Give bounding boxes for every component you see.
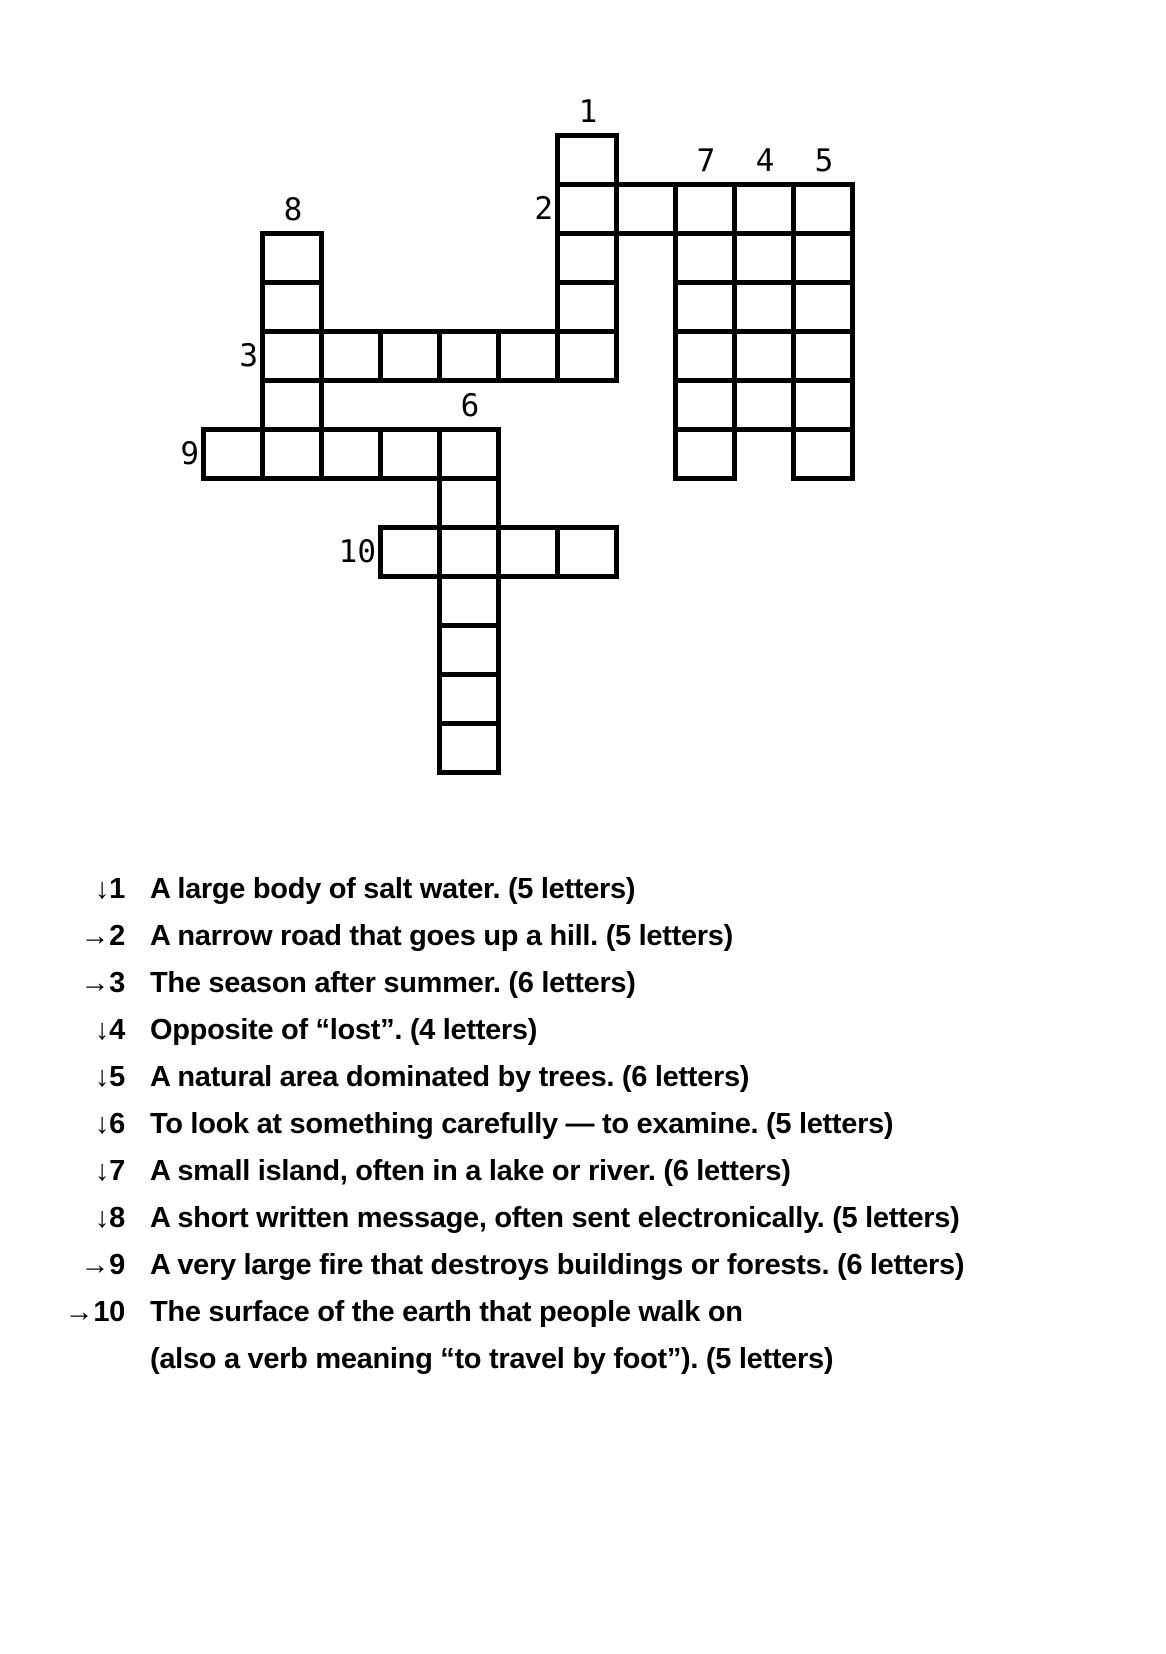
clue-direction-number: ↓5 — [94, 1061, 125, 1093]
grid-cell[interactable] — [614, 182, 678, 236]
grid-cell[interactable] — [791, 231, 855, 285]
grid-cell[interactable] — [555, 280, 619, 334]
clue-direction-number: ↓1 — [94, 873, 125, 905]
grid-cell[interactable] — [201, 427, 265, 481]
grid-cell[interactable] — [437, 427, 501, 481]
grid-cell[interactable] — [260, 280, 324, 334]
clue-6-down — [0, 1101, 1166, 1148]
clue-number-label: 2 — [534, 191, 553, 227]
grid-cell[interactable] — [555, 231, 619, 285]
clue-number-label: 3 — [239, 338, 258, 374]
clue-9-across — [0, 1242, 1166, 1289]
clue-direction-number: →2 — [80, 920, 125, 952]
grid-cell[interactable] — [260, 427, 324, 481]
grid-cell[interactable] — [437, 329, 501, 383]
clue-text: A small island, often in a lake or river. (6 letters) — [150, 1155, 791, 1187]
clue-number-label: 7 — [696, 143, 716, 179]
clue-number-label: 9 — [180, 436, 199, 472]
grid-cell[interactable] — [791, 329, 855, 383]
clue-text: A very large fire that destroys buildings or forests. (6 letters) — [150, 1249, 965, 1281]
clue-2-across — [0, 913, 1166, 960]
grid-cell[interactable] — [260, 378, 324, 432]
clue-number-label: 6 — [460, 388, 480, 424]
grid-cell[interactable] — [437, 574, 501, 628]
grid-cell[interactable] — [673, 427, 737, 481]
grid-cell[interactable] — [378, 427, 442, 481]
grid-cell[interactable] — [437, 525, 501, 579]
grid-cell[interactable] — [437, 672, 501, 726]
grid-cell[interactable] — [378, 329, 442, 383]
grid-cell[interactable] — [555, 133, 619, 187]
clue-direction-number: →3 — [80, 967, 125, 999]
grid-cell[interactable] — [319, 427, 383, 481]
grid-cell[interactable] — [791, 378, 855, 432]
clue-text: A short written message, often sent electronically. (5 letters) — [150, 1202, 960, 1234]
grid-cell[interactable] — [673, 378, 737, 432]
grid-cell[interactable] — [260, 329, 324, 383]
grid-cell[interactable] — [791, 182, 855, 236]
crossword-grid — [0, 0, 1166, 800]
clue-1-down — [0, 866, 1166, 913]
clue-text: The season after summer. (6 letters) — [150, 967, 636, 999]
clue-number-label: 5 — [814, 143, 834, 179]
grid-cell[interactable] — [437, 623, 501, 677]
clue-direction-number: →9 — [80, 1249, 125, 1281]
clue-direction-number: ↓8 — [94, 1202, 125, 1234]
clue-text: The surface of the earth that people walk on — [150, 1296, 743, 1328]
clue-text: Opposite of “lost”. (4 letters) — [150, 1014, 538, 1046]
grid-cell[interactable] — [732, 231, 796, 285]
grid-cell[interactable] — [437, 721, 501, 775]
grid-cell[interactable] — [555, 525, 619, 579]
clue-7-down — [0, 1148, 1166, 1195]
clue-10-across — [0, 1289, 1166, 1336]
clue-text: To look at something carefully — to examine. (5 letters) — [150, 1108, 894, 1140]
grid-cell[interactable] — [555, 182, 619, 236]
clue-3-across — [0, 960, 1166, 1007]
clue-direction-number: →10 — [64, 1296, 125, 1328]
clue-text: A narrow road that goes up a hill. (5 letters) — [150, 920, 733, 952]
clue-4-down — [0, 1007, 1166, 1054]
clue-text: A large body of salt water. (5 letters) — [150, 873, 636, 905]
grid-cell[interactable] — [378, 525, 442, 579]
clue-direction-number: ↓4 — [94, 1014, 125, 1046]
clue-8-down — [0, 1195, 1166, 1242]
clue-number-label: 1 — [578, 94, 598, 130]
grid-cell[interactable] — [732, 182, 796, 236]
grid-cell[interactable] — [496, 329, 560, 383]
grid-cell[interactable] — [673, 329, 737, 383]
clue-5-down — [0, 1054, 1166, 1101]
grid-cell[interactable] — [732, 280, 796, 334]
grid-cell[interactable] — [673, 280, 737, 334]
clue-direction-number: ↓6 — [94, 1108, 125, 1140]
grid-cell[interactable] — [260, 231, 324, 285]
grid-cell[interactable] — [791, 280, 855, 334]
grid-cell[interactable] — [437, 476, 501, 530]
grid-cell[interactable] — [732, 378, 796, 432]
grid-cell[interactable] — [732, 329, 796, 383]
grid-cell[interactable] — [791, 427, 855, 481]
clue-number-label: 8 — [283, 192, 303, 228]
clue-text: A natural area dominated by trees. (6 letters) — [150, 1061, 750, 1093]
grid-cell[interactable] — [319, 329, 383, 383]
grid-cell[interactable] — [673, 231, 737, 285]
grid-cell[interactable] — [555, 329, 619, 383]
clue-10-across-continued — [0, 1336, 1166, 1383]
grid-cell[interactable] — [496, 525, 560, 579]
clue-text: (also a verb meaning “to travel by foot”). (5 letters) — [150, 1343, 834, 1375]
clue-direction-number: ↓7 — [94, 1155, 125, 1187]
clue-number-label: 4 — [755, 143, 775, 179]
grid-cell[interactable] — [673, 182, 737, 236]
clue-number-label: 10 — [338, 534, 376, 570]
